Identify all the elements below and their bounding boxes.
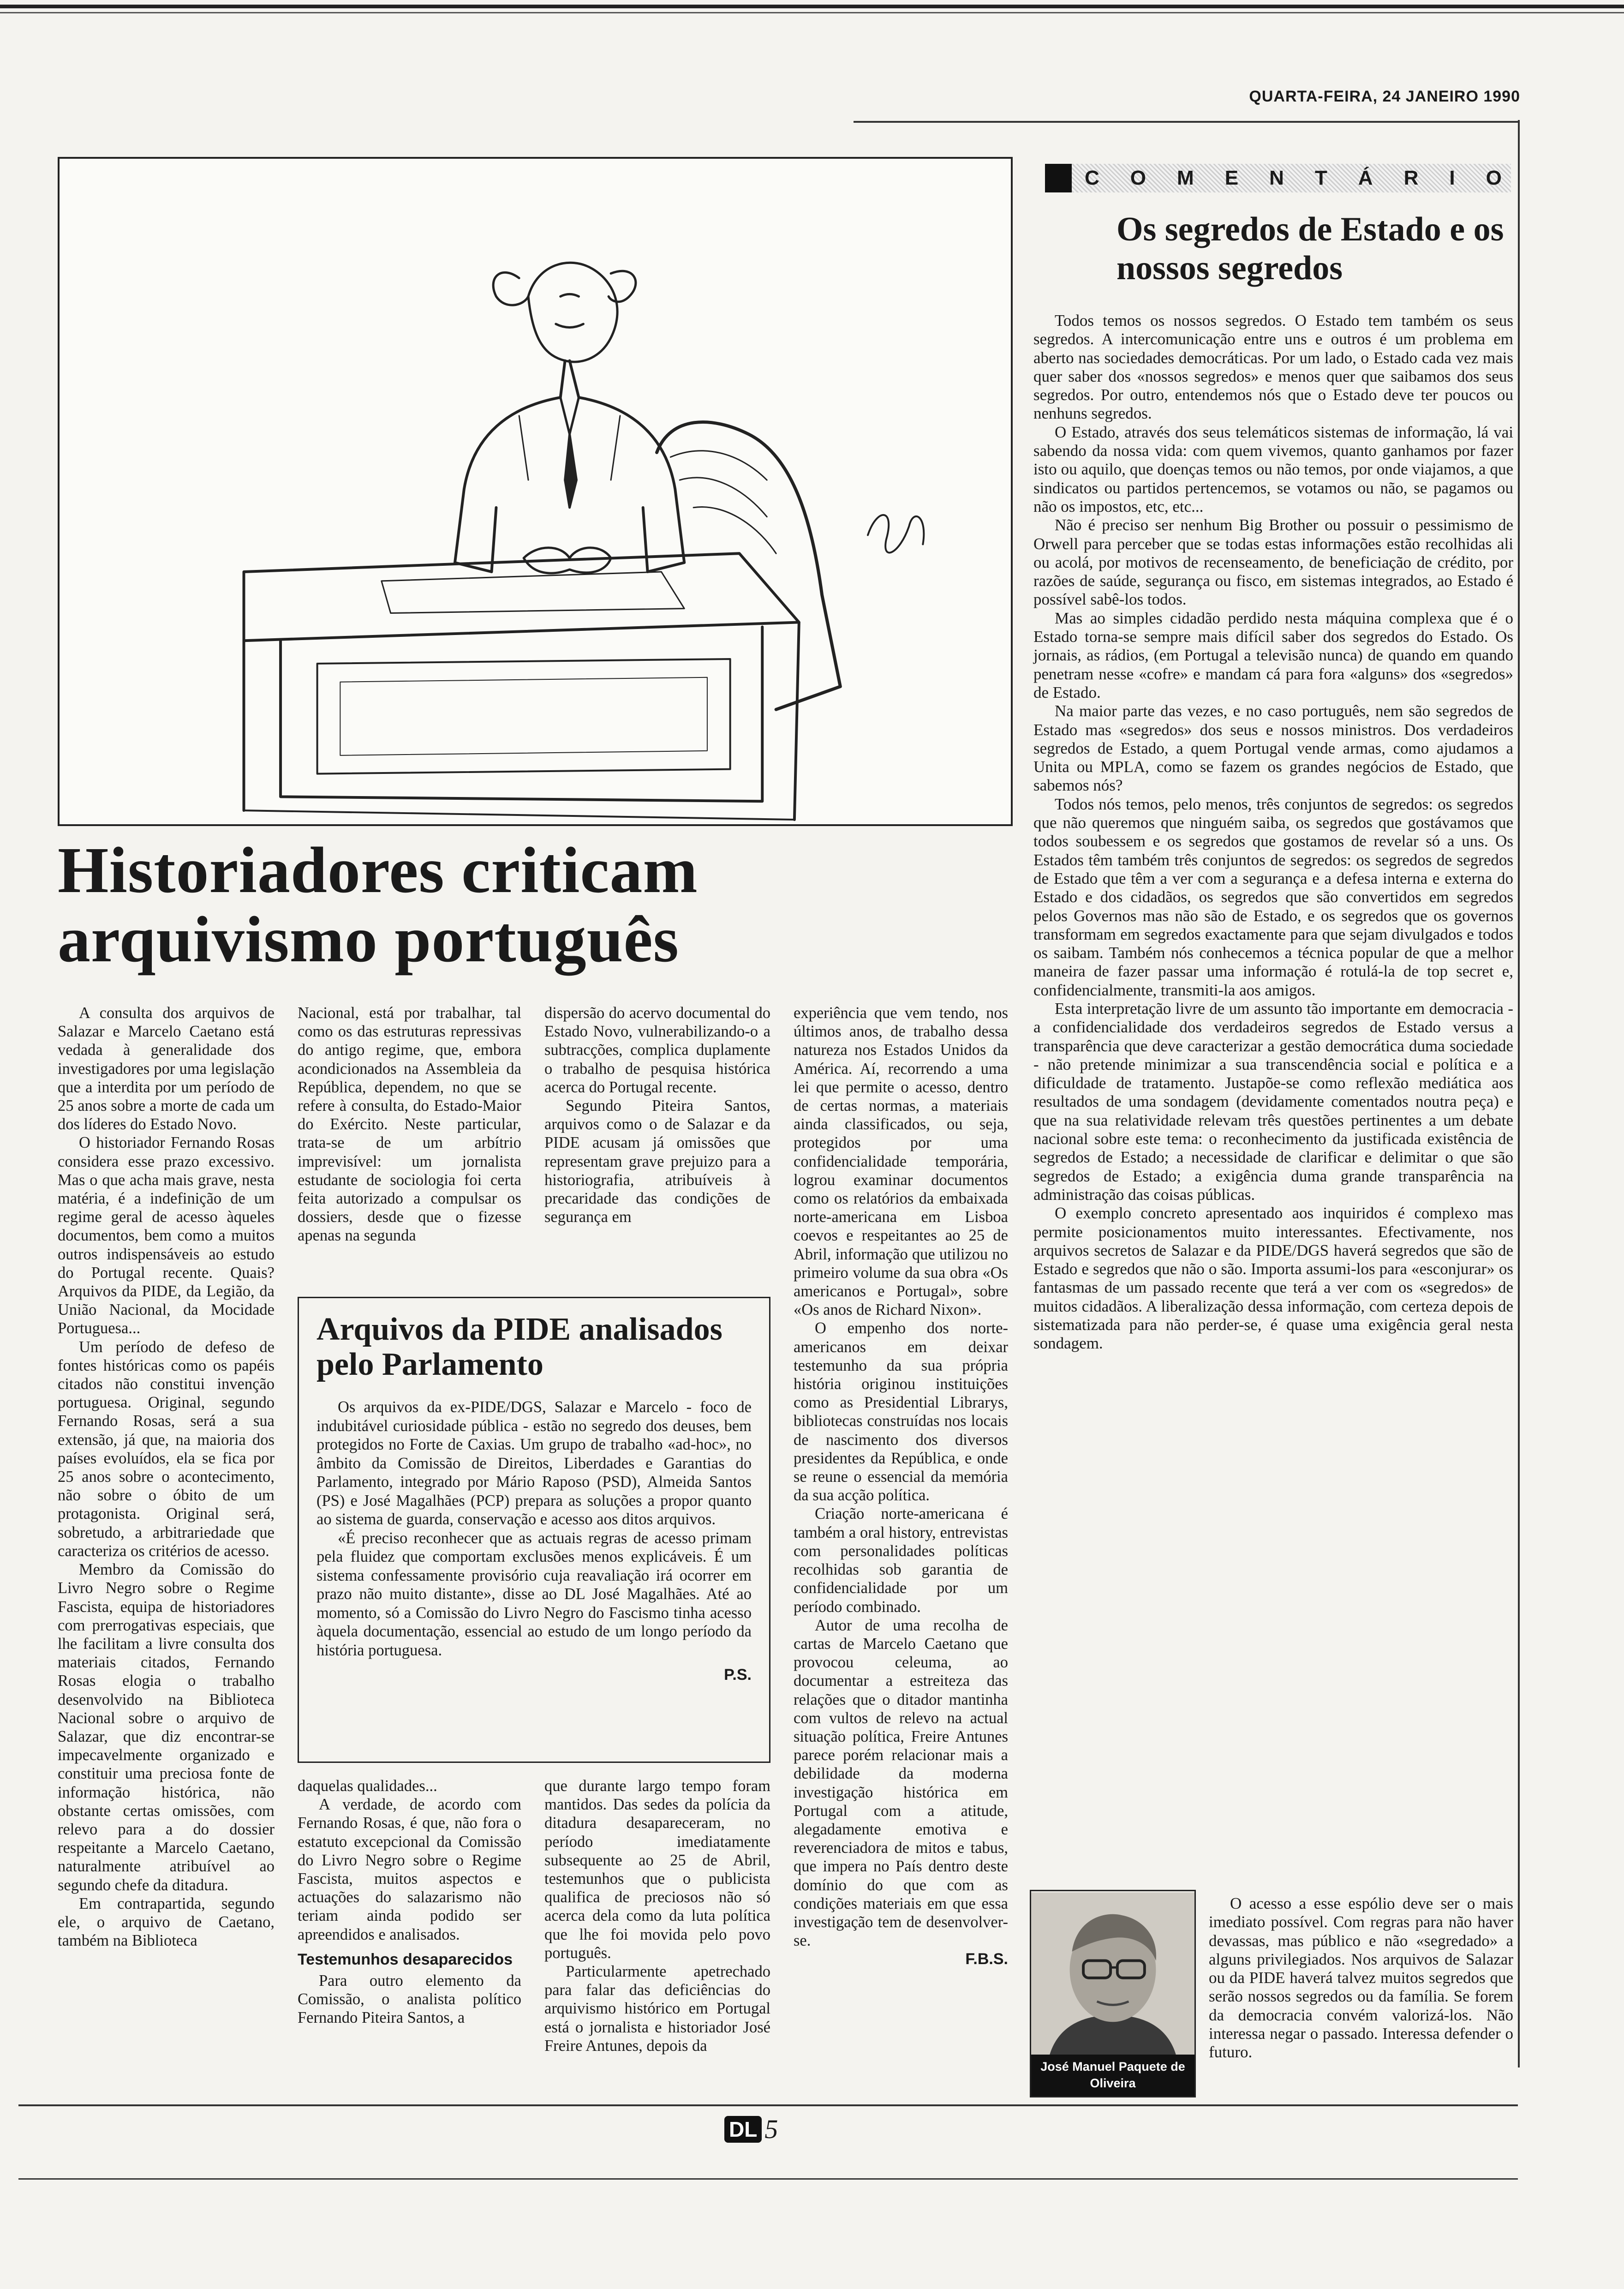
inset-title: Arquivos da PIDE analisados pelo Parlamento bbox=[316, 1312, 722, 1382]
paragraph: O Estado, através dos seus telemáticos sistemas de informação, lá vai sabendo da nossa vida: com quem vivemos, quanto ganhamos por fazer isto ou aquilo, que doenças temos ou não temos, por onde viajamos, a que sindicatos ou partidos pertencemos, se votamos ou não, se pagamos ou não os impostos, etc, etc... bbox=[1033, 423, 1513, 515]
commentary-body bbox=[1033, 312, 1513, 1353]
article-column-2-top bbox=[298, 1004, 521, 1245]
bottom-rule bbox=[18, 2104, 1518, 2106]
headline: Historiadores criticam arquivismo português bbox=[58, 833, 698, 976]
frame-top-rule bbox=[854, 121, 1518, 123]
bottom-rule-lower bbox=[18, 2178, 1518, 2180]
commentary-last-paragraph bbox=[1209, 1894, 1513, 2062]
frame-right-rule bbox=[1518, 120, 1520, 2067]
paragraph: Não é preciso ser nenhum Big Brother ou possuir o pessimismo de Orwell para perceber que se todas estas informações estão recolhidas ali ou acolá, por motivos de recenseamento, de beneficiação de crédito, por razões de saúde, segurança ou fisco, em sistemas integrados, ao Estado é possível sabê-los todos. bbox=[1033, 516, 1513, 609]
paragraph: O empenho dos norte-americanos em deixar testemunho da sua própria história originou instituições como as Presidential Librarys, bibliotecas construídas nos locais de nascimento dos diversos presidentes da República, e onde se reune o essencial da memória da sua acção política. bbox=[794, 1319, 1008, 1504]
commentary-title: Os segredos de Estado e os nossos segredos bbox=[1116, 210, 1504, 287]
paragraph: O acesso a esse espólio deve ser o mais imediato possível. Com regras para não haver devassas, mas público e não «segredado» a alguns privilegiados. Nos arquivos de Salazar ou da PIDE haverá talvez muitos segredos que serão nossos segredos ou da família. Se forem da democracia convém valorizá-los. Não interessa negar o passado. Interessa defender o futuro. bbox=[1209, 1894, 1513, 2061]
article-column-2-bottom bbox=[298, 1777, 521, 2027]
inset-box bbox=[298, 1297, 770, 1763]
inset-body bbox=[316, 1398, 752, 1660]
paragraph: Autor de uma recolha de cartas de Marcelo Caetano que provocou celeuma, ao documentar a estreiteza das relações que o ditador mantinha com vultos de relevo na actual situação política, Freire Antunes parece porém relacionar mais a debilidade da moderna investigação histórica em Portugal com a atitude, alegadamente emotiva e reverenciadora de mitos e tabus, que impera no País dentro deste domínio do que com as condições materiais em que essa investigação tem de desenvolver-se. bbox=[794, 1616, 1008, 1950]
commentary-kicker bbox=[1045, 164, 1511, 192]
paragraph: dispersão do acervo documental do Estado Novo, vulnerabilizando-o a subtracções, complica duplamente o trabalho de pesquisa histórica acerca do Portugal recente. bbox=[544, 1004, 770, 1096]
kicker-label: C O M E N T Á R I O bbox=[1085, 167, 1502, 189]
paragraph: Todos nós temos, pelo menos, três conjuntos de segredos: os segredos que não queremos que ninguém saiba, os segredos que gostávamos que todos soubessem e os segredos que gostamos de revelar só a uns. Os Estados têm também três conjuntos de segredos: os segredos de segredos de Estado que têm a ver com a segurança e a defesa interna e externa do Estado e dos cidadãos, os segredos que são convertidos em segredos pelos Governos mas não são de Estado, e os segredos que os governos transformam em segredos exactamente para que sejam divulgados e todos os saibam. Também nós conhecemos a técnica popular de que a melhor maneira de fazer passar uma informação é rotulá-la de top secret e, confidencialmente, transmiti-la aos amigos. bbox=[1033, 795, 1513, 999]
article-column-1 bbox=[58, 1004, 275, 1950]
paragraph: Para outro elemento da Comissão, o analista político Fernando Piteira Santos, a bbox=[298, 1971, 521, 2027]
paragraph: daquelas qualidades... bbox=[298, 1777, 437, 1795]
page-number: 5 bbox=[764, 2114, 778, 2144]
paragraph: A verdade, de acordo com Fernando Rosas, é que, não fora o estatuto excepcional da Comissão do Livro Negro sobre o Regime Fascista, muitos aspectos e actuações do salazarismo não teriam ainda podido ser apreendidos e analisados. bbox=[298, 1796, 521, 1943]
paragraph: Todos temos os nossos segredos. O Estado tem também os seus segredos. A intercomunicação entre uns e outros é um problema em aberto nas sociedades democráticas. Por um lado, o Estado cada vez mais quer saber dos «nossos segredos» e menos quer que saibamos dos seus segredos. Por outro, entendemos nós que o Estado deve ter poucos ou nenhuns segredos. bbox=[1033, 312, 1513, 423]
paragraph: «É preciso reconhecer que as actuais regras de acesso primam pela fluidez que comportam exclusões menos explicáveis. É um sistema confessamente provisório cuja reavaliação irá ocorrer em prazo não muito distante», disse ao DL José Magalhães. Até ao momento, só a Comissão do Livro Negro do Fascismo tinha acesso àquela documentação, essencial ao estudo de um longo período da história portuguesa. bbox=[316, 1529, 752, 1659]
paragraph: Nacional, está por trabalhar, tal como os das estruturas repressivas do antigo regime, que, embora acondicionados na Assembleia da República, dependem, no que se refere à consulta, do Estado-Maior do Exército. Neste particular, trata-se de um arbítrio imprevisível: um jornalista estudante de sociologia foi certa feita autorizado a compulsar os dossiers, desde que o fizesse apenas na segunda bbox=[298, 1004, 521, 1245]
paragraph: Em contrapartida, segundo ele, o arquivo de Caetano, também na Biblioteca bbox=[58, 1894, 275, 1950]
paragraph: Segundo Piteira Santos, arquivos como o de Salazar e da PIDE acusam já omissões que representam grave prejuizo para a historiografia, atribuíveis à precaridade das condições de segurança em bbox=[544, 1097, 770, 1226]
page-date: QUARTA-FEIRA, 24 JANEIRO 1990 bbox=[1249, 88, 1520, 105]
paragraph: Membro da Comissão do Livro Negro sobre o Regime Fascista, equipa de historiadores com prerrogativas especiais, que lhe facilitam a livre consulta dos materiais citados, Fernando Rosas elogia o trabalho desenvolvido na Biblioteca Nacional sobre o arquivo de Salazar, que diz encontrar-se impecavelmente organizado e constituir uma preciosa fonte de informação histórica, não obstante certas omissões, com relevo para a do dossier respeitante a Marcelo Caetano, naturalmente atribuível ao segundo chefe da ditadura. bbox=[58, 1561, 275, 1894]
publication-logo: DL bbox=[724, 2116, 762, 2143]
kicker-block-icon bbox=[1045, 164, 1072, 192]
subheading: Testemunhos desaparecidos bbox=[298, 1950, 513, 1968]
inset-signature: P.S. bbox=[724, 1666, 752, 1684]
paragraph: Um período de defeso de fontes históricas como os papéis citados não constitui invenção portuguesa. Original, segundo Fernando Rosas, será a sua extensão, já que, na maioria dos países evoluídos, ela se fica por 25 anos sobre o acontecimento, não sobre o óbito de um protagonista. Original será, sobretudo, a arbitrariedade que caracteriza os critérios de acesso. bbox=[58, 1338, 275, 1560]
paragraph: O exemplo concreto apresentado aos inquiridos é complexo mas permite posicionamentos muito interessantes. Efectivamente, nos arquivos secretos de Salazar e da PIDE/DGS haverá segredos que são de Estado e segredos que não o são. Importa assumi-los para «esconjurar» os fantasmas de um passado recente que terá a ver com os «segredos» de muitos cidadãos. A liberalização dessa informação, com certeza depois de sistematizada para não perder-se, é quase uma exigência geral nesta sondagem. bbox=[1033, 1204, 1513, 1353]
top-border-thin bbox=[0, 12, 1624, 13]
article-signature: F.B.S. bbox=[965, 1950, 1008, 1968]
cartoon-drawing bbox=[60, 159, 1011, 824]
paragraph: Esta interpretação livre de um assunto tão importante em democracia - a confidencialidade dos verdadeiros segredos de Estado versus a transparência que deve caracterizar a gestão democrática duma sociedade - não pretende minimizar a sua transcendência social e política e a dificuldade de tratamento. Justapõe-se como reflexão mediática aos resultados de uma sondagem (devidamente comentados noutra peça) e que na sua relatividade relevam três questões pertinentes a um debate nacional sobre este tema: o reconhecimento da justificada existência de segredos de Estado; a necessidade de clarificar e delimitar o que são segredos de Estado; a exigência duma grande transparência na administração das coisas públicas. bbox=[1033, 999, 1513, 1204]
paragraph: Criação norte-americana é também a oral history, entrevistas com personalidades políticas recolhidas sob garantia de confidencialidade por um período combinado. bbox=[794, 1505, 1008, 1616]
page-footer bbox=[724, 2114, 778, 2145]
paragraph: Os arquivos da ex-PIDE/DGS, Salazar e Marcelo - foco de indubitável curiosidade pública - estão no segredo dos deuses, bem protegidos no Forte de Caxias. Um grupo de trabalho «ad-hoc», no âmbito da Comissão de Direitos, Liberdades e Garantias do Parlamento, integrado por Mário Raposo (PSD), Almeida Santos (PS) e José Magalhães (PCP) prepara as soluções a propor quanto ao sistema de guarda, conservação e acesso aos ditos arquivos. bbox=[316, 1398, 752, 1528]
paragraph: experiência que vem tendo, nos últimos anos, de trabalho dessa natureza nos Estados Unidos da América. Aí, recorrendo a uma lei que permite o acesso, dentro de certas normas, a materiais ainda classificados, ou seja, protegidos por uma confidencialidade temporária, logrou examinar documentos como os relatórios da embaixada norte-americana em Lisboa coevos e respeitantes ao 25 de Abril, informação que utilizou no primeiro volume da sua obra «Os americanos e Portugal», sobre «Os anos de Richard Nixon». bbox=[794, 1004, 1008, 1319]
paragraph: A consulta dos arquivos de Salazar e Marcelo Caetano está vedada à generalidade dos investigadores por uma legislação que a interdita por um período de 25 anos sobre a morte de cada um dos líderes do Estado Novo. bbox=[58, 1004, 275, 1133]
paragraph: O historiador Fernando Rosas considera esse prazo excessivo. Mas o que acha mais grave, nesta matéria, é a indefinição de um regime geral de acesso àqueles documentos, bem como a muitos outros indispensáveis ao estudo do Portugal recente. Quais? Arquivos da PIDE, da Legião, da União Nacional, da Mocidade Portuguesa... bbox=[58, 1134, 275, 1337]
portrait-icon bbox=[1031, 1891, 1194, 2057]
photo-caption: José Manuel Paquete de Oliveira bbox=[1031, 2055, 1194, 2096]
top-border bbox=[0, 5, 1624, 8]
article-column-3-top bbox=[544, 1004, 770, 1226]
paragraph: Na maior parte das vezes, e no caso português, nem são segredos de Estado mas «segredos» dos seus e nossos ministros. Dos verdadeiros segredos de Estado, a quem Portugal vende armas, como ajudamos a Unita ou MPLA, como se fazem os grandes negócios de Estado, que sabemos nós? bbox=[1033, 702, 1513, 795]
paragraph: Particularmente apetrechado para falar das deficiências do arquivismo histórico em Portugal está o jornalista e historiador José Freire Antunes, depois da bbox=[544, 1963, 770, 2055]
article-column-4 bbox=[794, 1004, 1008, 1969]
paragraph: que durante largo tempo foram mantidos. Das sedes da polícia da ditadura desapareceram, no período imediatamente subsequente ao 25 de Abril, testemunhos que o publicista qualifica de preciosos não só acerca dela como da luta política que lhe foi movida pelo povo português. bbox=[544, 1777, 770, 1962]
paragraph: Mas ao simples cidadão perdido nesta máquina complexa que é o Estado torna-se sempre mais difícil saber dos segredos do Estado. Os jornais, as rádios, (em Portugal a televisão nunca) de quando em quando penetram nesse «cofre» e mandam cá para fora «alguns» dos «segredos» de Estado. bbox=[1033, 609, 1513, 701]
article-column-3-bottom bbox=[544, 1777, 770, 2055]
author-photo bbox=[1030, 1890, 1196, 2097]
cartoon-illustration bbox=[58, 157, 1013, 826]
